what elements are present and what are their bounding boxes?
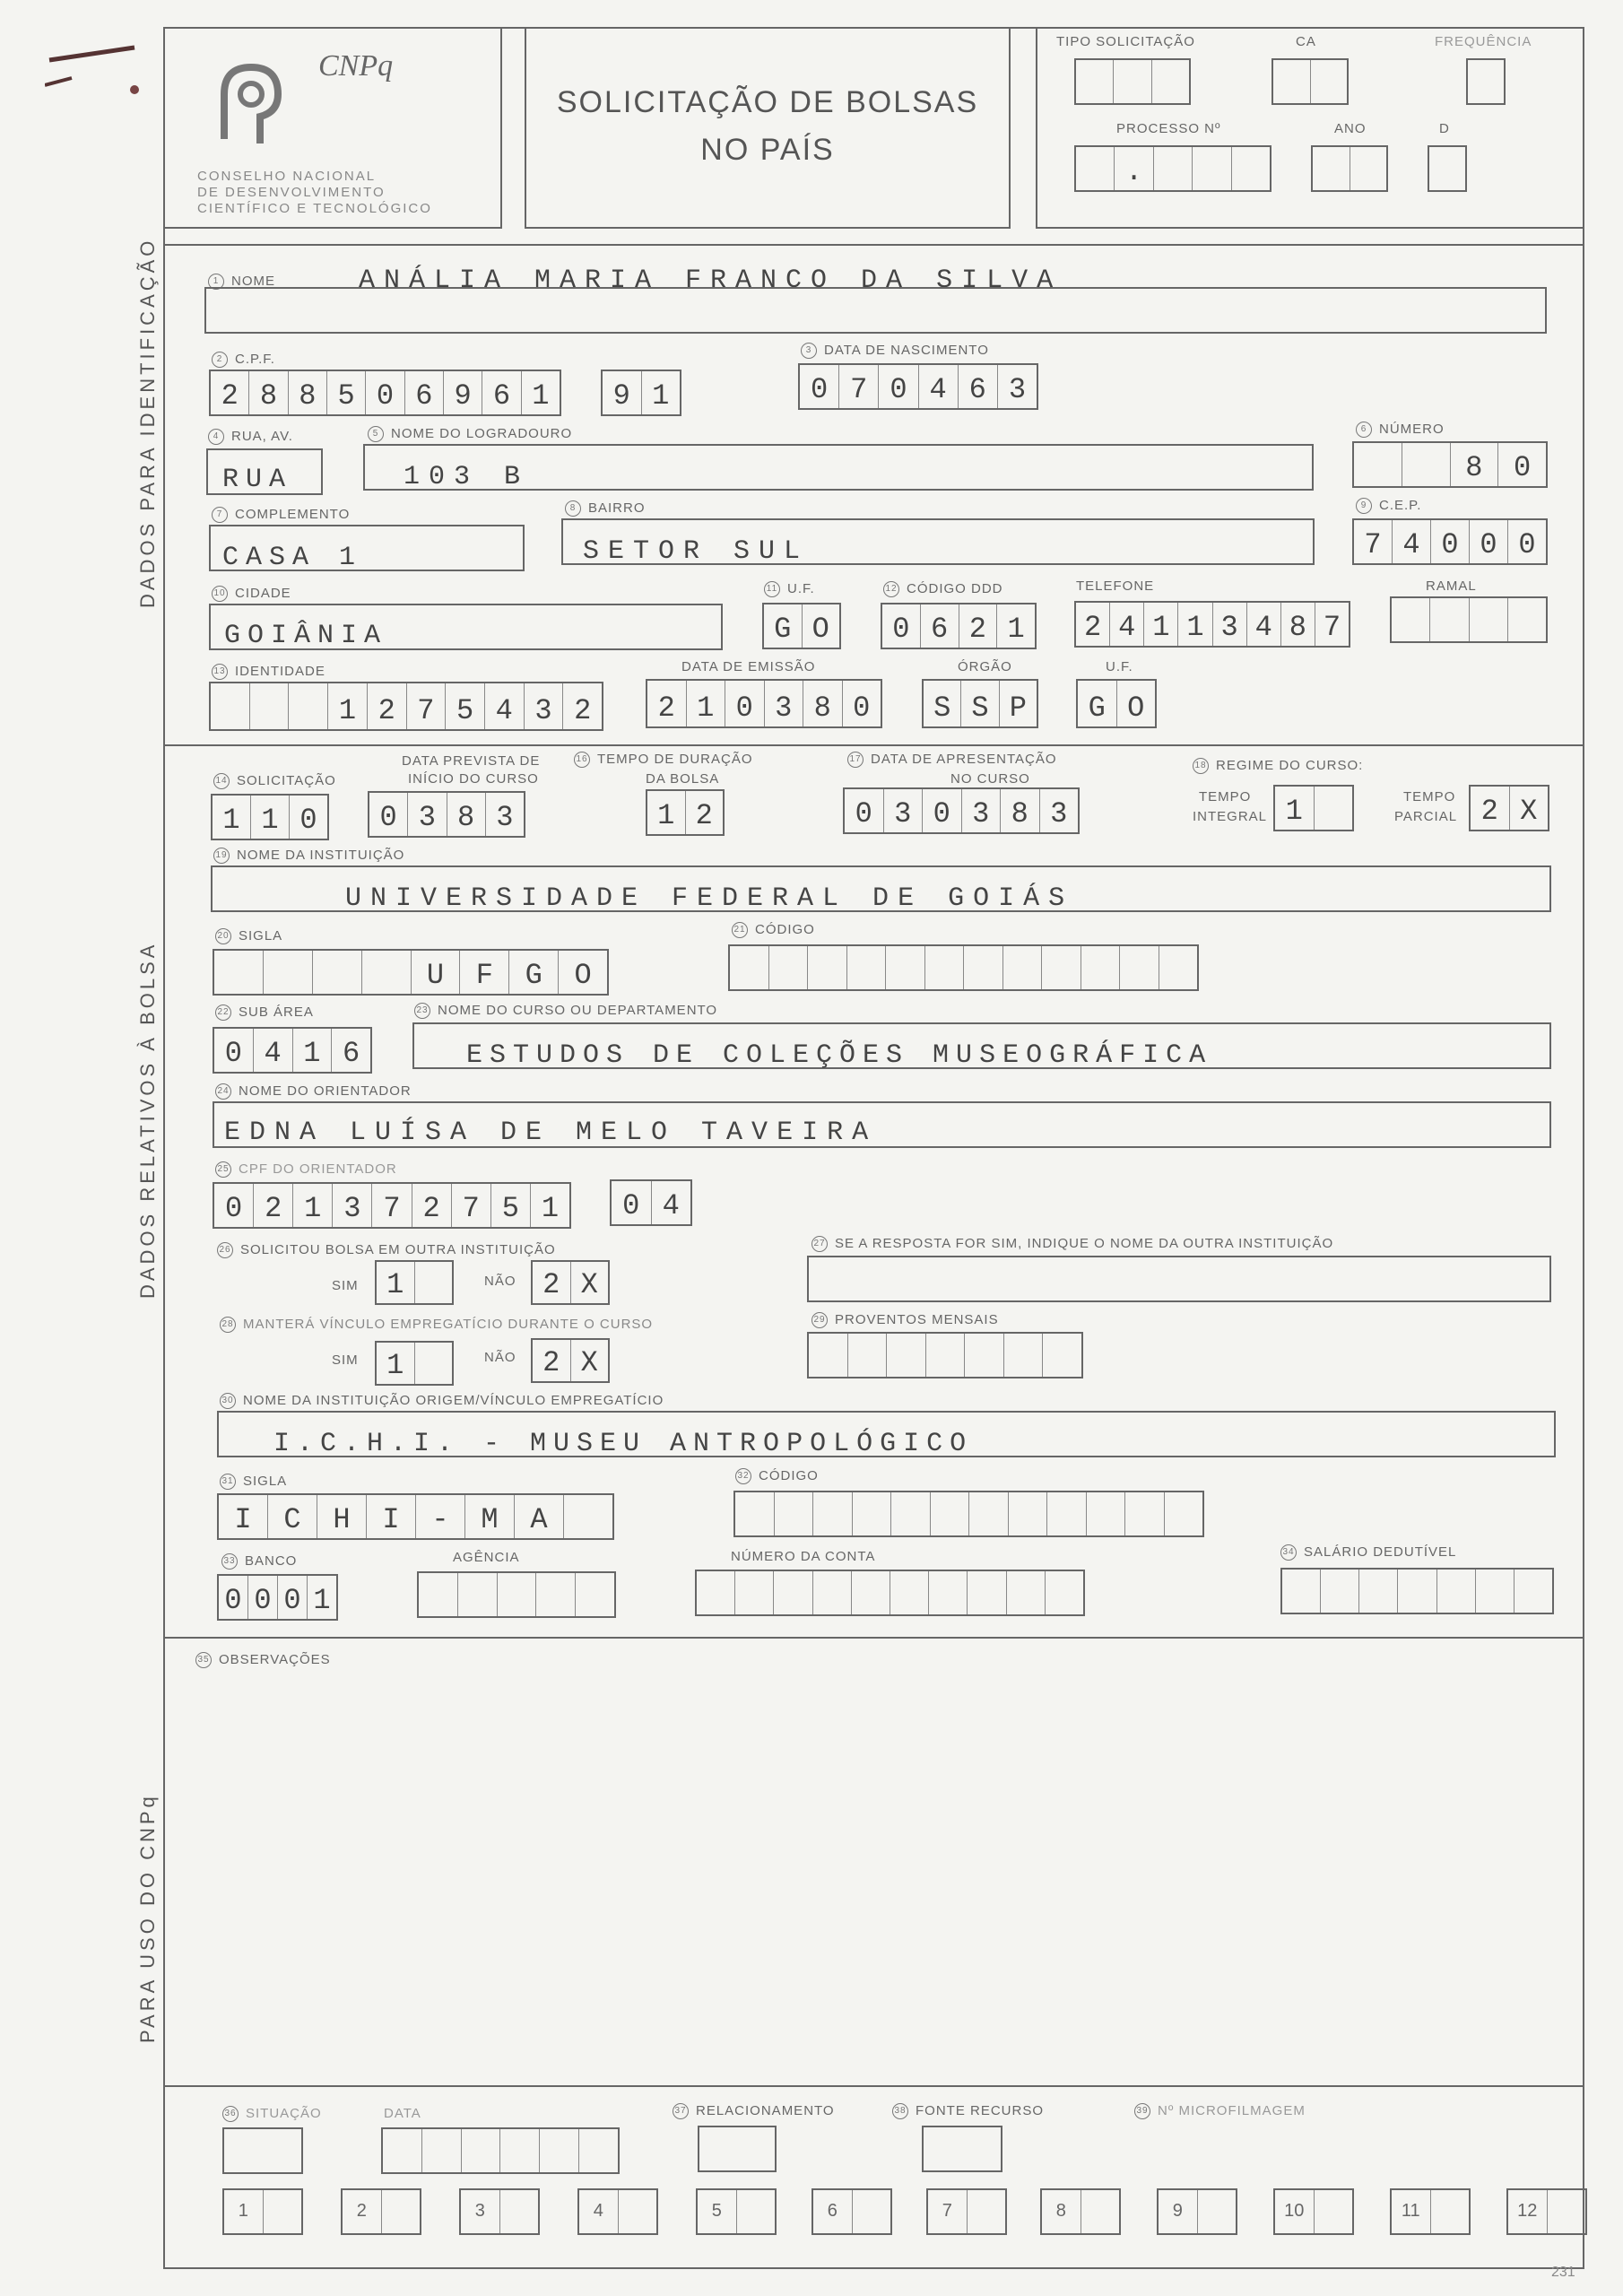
data-label: DATA — [384, 2106, 421, 2121]
cidade-value: GOIÂNIA — [224, 621, 388, 651]
salario-field[interactable] — [1280, 1568, 1554, 1614]
inicio-label-2: INÍCIO DO CURSO — [408, 771, 539, 787]
footer-box-11[interactable]: 11 — [1390, 2188, 1471, 2235]
footer-box-12[interactable]: 12 — [1506, 2188, 1587, 2235]
regime-label: 18 REGIME DO CURSO: — [1193, 758, 1363, 774]
orientador-value: EDNA LUÍSA DE MELO TAVEIRA — [224, 1118, 878, 1148]
apresentacao-label-1: 17 DATA DE APRESENTAÇÃO — [847, 752, 1057, 768]
page-code: 231 — [1551, 2265, 1575, 2280]
agencia-label: AGÊNCIA — [453, 1550, 520, 1565]
vinculo-sim-label: SIM — [332, 1352, 359, 1368]
instituicao-label: 19 NOME DA INSTITUIÇÃO — [213, 848, 404, 864]
footer-box-10[interactable]: 10 — [1273, 2188, 1354, 2235]
duracao-field[interactable]: 1 2 — [646, 789, 725, 836]
banco-field[interactable]: 0 0 0 1 — [217, 1574, 338, 1621]
processo-field[interactable]: . — [1074, 145, 1271, 192]
uf2-field[interactable]: G O — [1076, 679, 1157, 728]
fonte-label: 38 FONTE RECURSO — [892, 2103, 1044, 2119]
conta-field[interactable] — [695, 1570, 1085, 1616]
orientador-label: 24 NOME DO ORIENTADOR — [215, 1083, 412, 1100]
sigla2-field[interactable]: I C H I - M A — [217, 1493, 614, 1540]
outra-inst-label: 26 SOLICITOU BOLSA EM OUTRA INSTITUIÇÃO — [217, 1242, 556, 1258]
vinculo-nao-field[interactable]: 2 X — [531, 1338, 610, 1383]
frequencia-label: FREQUÊNCIA — [1435, 34, 1532, 49]
tipo-solicitacao-field[interactable] — [1074, 58, 1191, 105]
divider-cnpq-footer — [163, 2085, 1584, 2087]
footer-box-5[interactable]: 5 — [696, 2188, 777, 2235]
subarea-label: 22 SUB ÁREA — [215, 1004, 314, 1021]
agencia-field[interactable] — [417, 1571, 616, 1618]
cidade-label: 10 CIDADE — [212, 586, 291, 602]
fonte-field[interactable] — [922, 2126, 1002, 2172]
parcial-label-1: TEMPO — [1403, 789, 1456, 804]
relacionamento-label: 37 RELACIONAMENTO — [673, 2103, 835, 2119]
council-line-3: CIENTÍFICO E TECNOLÓGICO — [197, 201, 432, 216]
nome-value[interactable]: ANÁLIA MARIA FRANCO DA SILVA — [359, 265, 1063, 296]
complemento-value: CASA 1 — [222, 543, 363, 573]
form-title-1: SOLICITAÇÃO DE BOLSAS — [556, 85, 979, 119]
footer-box-1[interactable]: 1 — [222, 2188, 303, 2235]
vinculo-nao-label: NÃO — [484, 1350, 516, 1365]
frequencia-field[interactable] — [1466, 58, 1506, 105]
vinculo-sim-field[interactable]: 1 — [375, 1341, 454, 1386]
relacionamento-field[interactable] — [698, 2126, 777, 2172]
nao-label: NÃO — [484, 1274, 516, 1289]
cpf-orient-dv-field[interactable]: 0 4 — [610, 1179, 692, 1226]
emissao-field[interactable]: 2 1 0 3 8 0 — [646, 679, 882, 728]
resposta-label: 27 SE A RESPOSTA FOR SIM, INDIQUE O NOME DA OUTRA INSTITUIÇÃO — [812, 1236, 1333, 1252]
origem-value: I.C.H.I. - MUSEU ANTROPOLÓGICO — [273, 1429, 974, 1459]
microfilmagem-label: 39 Nº MICROFILMAGEM — [1134, 2103, 1306, 2119]
orgao-label: ÓRGÃO — [958, 659, 1012, 674]
parcial-field[interactable]: 2 X — [1469, 785, 1549, 831]
footer-box-3[interactable]: 3 — [459, 2188, 540, 2235]
codigo-field[interactable] — [728, 944, 1199, 991]
section-identificacao-label: DADOS PARA IDENTIFICAÇÃO — [136, 237, 159, 608]
form-title-2: NO PAÍS — [700, 133, 835, 167]
council-line-1: CONSELHO NACIONAL — [197, 169, 377, 184]
sim-field[interactable]: 1 — [375, 1260, 454, 1305]
nome-label: 1 NOME — [208, 274, 275, 290]
numero-label: 6 NÚMERO — [1356, 422, 1445, 438]
data-field[interactable] — [381, 2127, 620, 2174]
duracao-label-2: DA BOLSA — [646, 771, 720, 787]
sim-label: SIM — [332, 1278, 359, 1293]
bairro-label: 8 BAIRRO — [565, 500, 646, 517]
footer-box-7[interactable]: 7 — [926, 2188, 1007, 2235]
ddd-field[interactable]: 0 6 2 1 — [881, 603, 1037, 649]
identidade-field[interactable]: 1 2 7 5 4 3 2 — [209, 682, 603, 731]
bairro-value: SETOR SUL — [583, 536, 810, 567]
council-line-2: DE DESENVOLVIMENTO — [197, 185, 386, 200]
complemento-label: 7 COMPLEMENTO — [212, 507, 350, 523]
cep-label: 9 C.E.P. — [1356, 498, 1421, 514]
cpf-orient-field[interactable]: 0 2 1 3 7 2 7 5 1 — [213, 1182, 571, 1229]
resposta-field[interactable] — [807, 1256, 1551, 1302]
sigla2-label: 31 SIGLA — [220, 1474, 287, 1490]
curso-value: ESTUDOS DE COLEÇÕES MUSEOGRÁFICA — [466, 1040, 1213, 1071]
proventos-label: 29 PROVENTOS MENSAIS — [812, 1312, 999, 1328]
footer-box-6[interactable]: 6 — [812, 2188, 892, 2235]
inicio-label-1: DATA PREVISTA DE — [402, 753, 541, 769]
situacao-label: 36 SITUAÇÃO — [222, 2106, 322, 2122]
ano-field[interactable] — [1311, 145, 1388, 192]
ramal-field[interactable] — [1390, 596, 1548, 643]
nasc-label: 3 DATA DE NASCIMENTO — [801, 343, 989, 359]
tipo-solicitacao-label: TIPO SOLICITAÇÃO — [1056, 34, 1195, 49]
vinculo-label: 28 MANTERÁ VÍNCULO EMPREGATÍCIO DURANTE O CURSO — [220, 1317, 653, 1333]
sigla-field[interactable]: U F G O — [213, 949, 609, 996]
emissao-label: DATA DE EMISSÃO — [681, 659, 816, 674]
ca-label: CA — [1296, 34, 1316, 49]
integral-field[interactable]: 1 — [1273, 785, 1354, 831]
rua-label: 4 RUA, AV. — [208, 429, 293, 445]
instituicao-value: UNIVERSIDADE FEDERAL DE GOIÁS — [345, 883, 1074, 914]
ddd-label: 12 CÓDIGO DDD — [883, 581, 1003, 597]
uf-field[interactable]: G O — [762, 603, 841, 649]
integral-label-2: INTEGRAL — [1193, 809, 1268, 824]
cpf-label: 2 C.P.F. — [212, 352, 275, 368]
cpf-orient-label: 25 CPF DO ORIENTADOR — [215, 1161, 397, 1178]
logo-text: CNPq — [318, 49, 394, 83]
orgao-field[interactable]: S S P — [922, 679, 1038, 728]
codigo2-label: 32 CÓDIGO — [735, 1468, 819, 1484]
proventos-field[interactable] — [807, 1332, 1083, 1378]
inicio-field[interactable]: 0 3 8 3 — [368, 791, 525, 838]
integral-label-1: TEMPO — [1199, 789, 1252, 804]
curso-label: 23 NOME DO CURSO OU DEPARTAMENTO — [414, 1003, 717, 1019]
rua-value: RUA — [222, 465, 293, 495]
salario-label: 34 SALÁRIO DEDUTÍVEL — [1280, 1544, 1456, 1561]
logradouro-value: 103 B — [404, 462, 530, 492]
nome-field[interactable] — [204, 287, 1547, 334]
observacoes-area[interactable] — [184, 1646, 1583, 2076]
title-box — [525, 27, 1011, 229]
ramal-label: RAMAL — [1426, 578, 1477, 594]
uf-label: 11 U.F. — [764, 581, 815, 597]
footer-box-9[interactable]: 9 — [1157, 2188, 1237, 2235]
identidade-label: 13 IDENTIDADE — [212, 664, 325, 680]
telefone-field[interactable]: 2 4 1 1 3 4 8 7 — [1074, 601, 1350, 648]
footer-box-4[interactable]: 4 — [577, 2188, 658, 2235]
subarea-field[interactable]: 0 4 1 6 — [213, 1027, 372, 1074]
section-cnpq-label: PARA USO DO CNPq — [136, 1793, 159, 2043]
apresentacao-field[interactable]: 0 3 0 3 8 3 — [843, 787, 1080, 834]
processo-label: PROCESSO Nº — [1116, 121, 1221, 136]
duracao-label-1: 16 TEMPO DE DURAÇÃO — [574, 752, 753, 768]
footer-box-8[interactable]: 8 — [1040, 2188, 1121, 2235]
solicitacao-label: 14 SOLICITAÇÃO — [213, 773, 336, 789]
cpf-field[interactable]: 2 8 8 5 0 6 9 6 1 — [209, 370, 561, 416]
pen-mark-icon — [45, 40, 143, 94]
codigo-label: 21 CÓDIGO — [732, 922, 815, 938]
telefone-label: TELEFONE — [1076, 578, 1155, 594]
logradouro-label: 5 NOME DO LOGRADOURO — [368, 426, 572, 442]
cep-field[interactable]: 7 4 0 0 0 — [1352, 518, 1548, 565]
d-field[interactable] — [1428, 145, 1467, 192]
cpf-dv-field[interactable]: 9 1 — [601, 370, 681, 416]
footer-box-2[interactable]: 2 — [341, 2188, 421, 2235]
nao-field[interactable]: 2 X — [531, 1260, 610, 1305]
d-label: D — [1439, 121, 1450, 136]
sigla-label: 20 SIGLA — [215, 928, 282, 944]
uf2-label: U.F. — [1106, 659, 1133, 674]
situacao-field[interactable] — [222, 2127, 303, 2174]
banco-label: 33 BANCO — [221, 1553, 297, 1570]
solicitacao-field[interactable]: 1 1 0 — [211, 794, 329, 840]
origem-label: 30 NOME DA INSTITUIÇÃO ORIGEM/VÍNCULO EMPREGATÍCIO — [220, 1393, 664, 1409]
apresentacao-label-2: NO CURSO — [950, 771, 1030, 787]
parcial-label-2: PARCIAL — [1394, 809, 1458, 824]
codigo2-field[interactable] — [733, 1491, 1204, 1537]
divider-identificacao — [163, 744, 1584, 746]
section-bolsa-label: DADOS RELATIVOS À BOLSA — [136, 941, 159, 1299]
numero-field[interactable]: 8 0 — [1352, 441, 1548, 488]
conta-label: NÚMERO DA CONTA — [731, 1549, 876, 1564]
divider-header — [163, 244, 1584, 246]
ca-field[interactable] — [1271, 58, 1349, 105]
ano-label: ANO — [1334, 121, 1367, 136]
observacoes-label: 35 OBSERVAÇÕES — [195, 1652, 331, 1668]
cnpq-logo-icon — [211, 58, 291, 157]
divider-bolsa — [163, 1637, 1584, 1639]
nasc-field[interactable]: 0 7 0 4 6 3 — [798, 363, 1038, 410]
